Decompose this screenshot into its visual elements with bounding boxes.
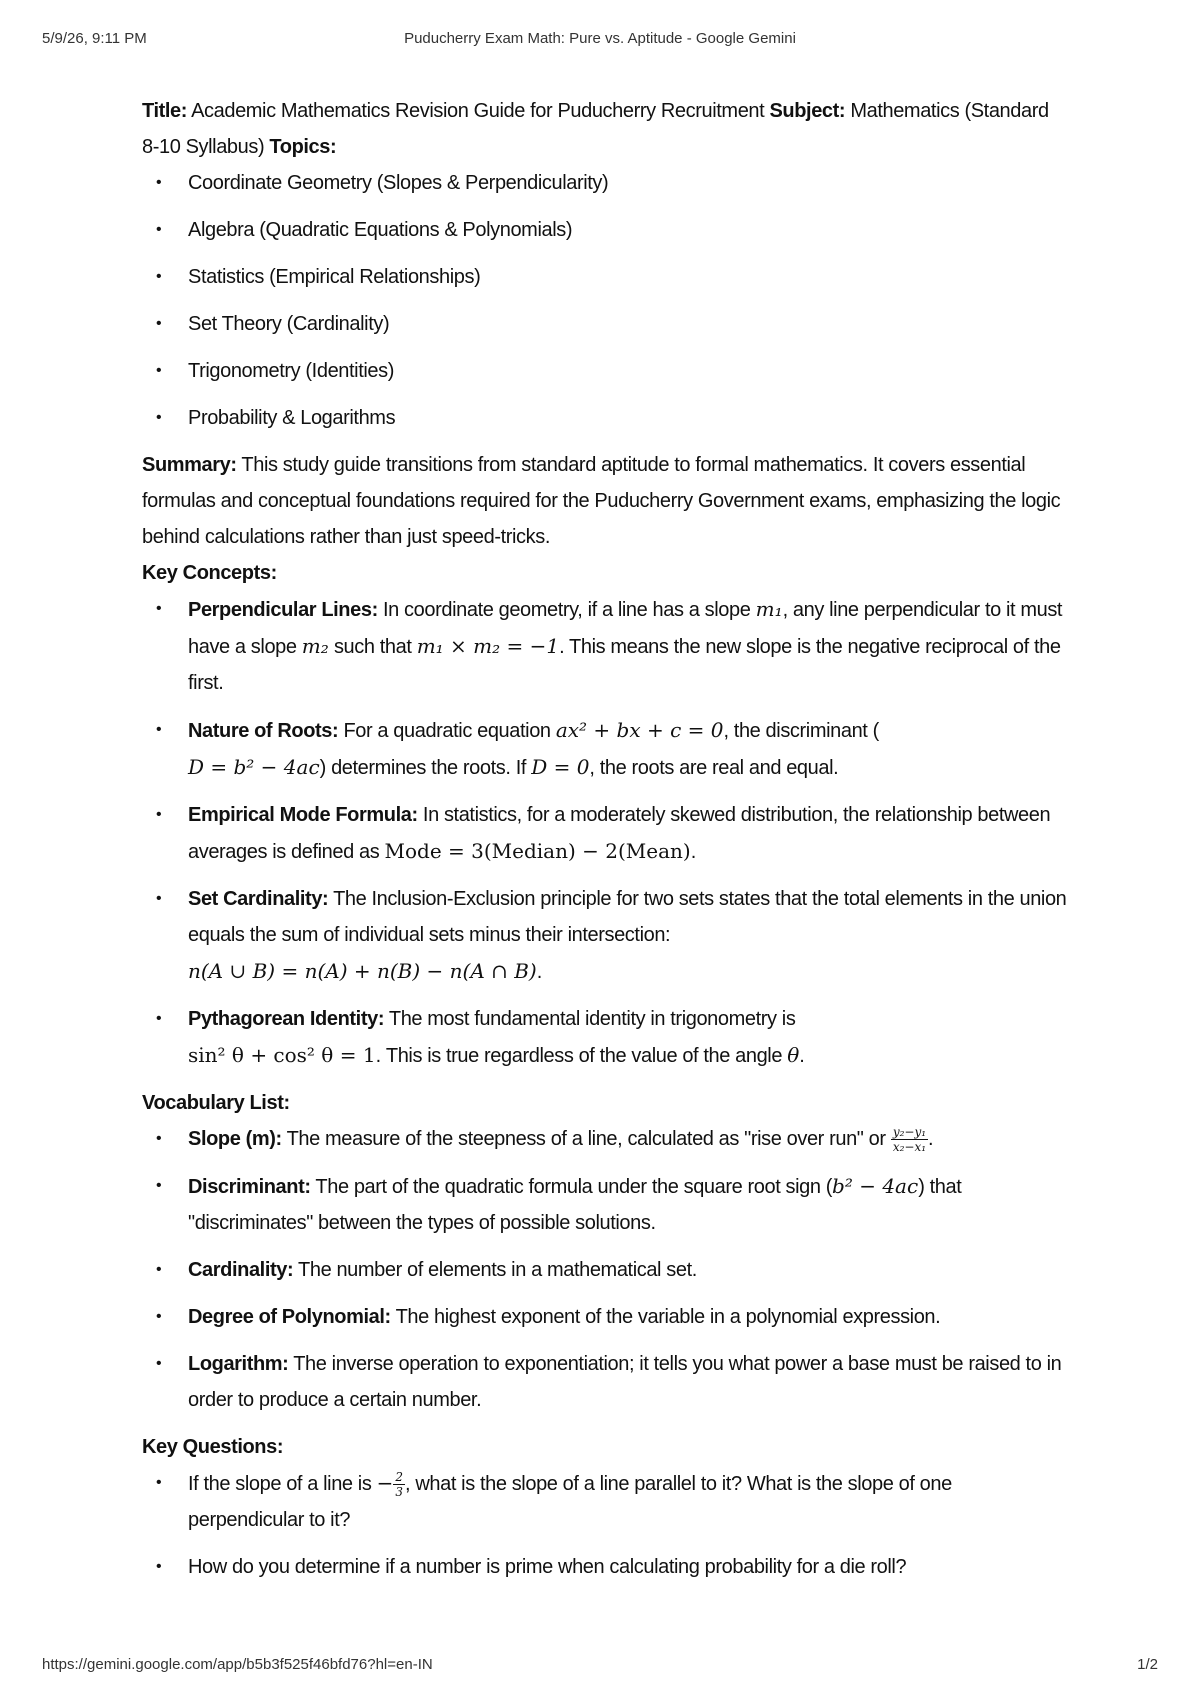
bullet-icon: • [156,221,162,238]
bullet-icon: • [156,268,162,285]
bullet-icon: • [156,1308,162,1325]
list-item: • Nature of Roots: For a quadratic equation ax² + bx + c = 0, the discriminant ( D = b² − 4ac) determines the roots. If D = 0, the roots are real and equal. [142,712,1067,786]
key-concepts-list [142,591,1067,1074]
slope-fraction: $\frac{\text{y₂−y₁}}{\text{x₂−x₁}}$ [892,1125,927,1155]
list-item: • Coordinate Geometry (Slopes & Perpendicularity) [142,165,1067,201]
list-item: • Pythagorean Identity: The most fundamental identity in trigonometry is sin² θ + cos² θ = 1. This is true regardless of the value of the angle θ. [142,1001,1067,1074]
list-item: • Discriminant: The part of the quadratic formula under the square root sign (b² − 4ac) that "discriminates" between the types of possible solutions. [142,1168,1067,1241]
bullet-icon: • [156,721,162,738]
list-item: • Empirical Mode Formula: In statistics, for a moderately skewed distribution, the relationship between averages is defined as Mode = 3(Median) − 2(Mean). [142,797,1067,870]
list-item: • Probability & Logarithms [142,400,1067,436]
bullet-icon: • [156,1474,162,1491]
bullet-icon: • [156,362,162,379]
summary-paragraph [142,447,1067,555]
topics-list [142,165,1067,436]
bullet-icon: • [156,1558,162,1575]
print-page-title: Puducherry Exam Math: Pure vs. Aptitude - Google Gemini [404,30,796,47]
topics-label: Topics: [269,136,337,158]
print-url: https://gemini.google.com/app/b5b3f525f46bfd76?hl=en-IN [42,1656,433,1673]
list-item: • Statistics (Empirical Relationships) [142,259,1067,295]
vocabulary-heading: Vocabulary List: [142,1092,290,1114]
bullet-icon: • [156,890,162,907]
slope-value-fraction: $\frac{2}{3}$ [395,1470,404,1500]
list-item: • Trigonometry (Identities) [142,353,1067,389]
bullet-icon: • [156,1355,162,1372]
title-text: Academic Mathematics Revision Guide for Puducherry Recruitment [191,100,765,122]
key-questions-heading: Key Questions: [142,1436,284,1458]
bullet-icon: • [156,1261,162,1278]
list-item: • Set Cardinality: The Inclusion-Exclusion principle for two sets states that the total elements in the union equals the sum of individual sets minus their intersection: n(A ∪ B) = n(A) + n(B) − n(A ∩ B). [142,881,1067,990]
bullet-icon: • [156,315,162,332]
list-item: • Logarithm: The inverse operation to exponentiation; it tells you what power a base must be raised to in order to produce a certain number. [142,1346,1067,1418]
print-datetime: 5/9/26, 9:11 PM [42,30,147,47]
bullet-icon: • [156,806,162,823]
bullet-icon: • [156,1010,162,1027]
list-item: • If the slope of a line is − $\frac{2}{3}$ , what is the slope of a line parallel to it? What is the slope of one perpendicular to it? [142,1465,1067,1538]
list-item: • Algebra (Quadratic Equations & Polynomials) [142,212,1067,248]
key-concepts-heading: Key Concepts: [142,562,277,584]
subject-label: Subject: [769,100,846,122]
bullet-icon: • [156,1177,162,1194]
list-item: • Slope (m): The measure of the steepness of a line, calculated as "rise over run" or $\frac{\text{y₂−y₁}}{\text{x₂−x₁}}$ . [142,1121,1067,1157]
bullet-icon: • [156,174,162,191]
subject-text: Mathematics (Standard 8-10 Syllabus) [142,100,1049,158]
document-content [142,93,1067,1596]
list-item: • Set Theory (Cardinality) [142,306,1067,342]
list-item: • Degree of Polynomial: The highest exponent of the variable in a polynomial expression. [142,1299,1067,1335]
vocabulary-list [142,1121,1067,1418]
list-item: • Perpendicular Lines: In coordinate geometry, if a line has a slope m₁, any line perpendicular to it must have a slope m₂ such that m₁ × m₂ = −1. This means the new slope is the negative reciprocal of the first. [142,591,1067,701]
bullet-icon: • [156,409,162,426]
key-questions-list [142,1465,1067,1585]
list-item: • How do you determine if a number is prime when calculating probability for a die roll? [142,1549,1067,1585]
summary-text: This study guide transitions from standard aptitude to formal mathematics. It covers essential formulas and conceptual foundations required for the Puducherry Government exams, emphasizing the logic behind calculations rather than just speed-tricks. [142,454,1061,548]
bullet-icon: • [156,1130,162,1147]
bullet-icon: • [156,600,162,617]
title-label: Title: [142,100,188,122]
print-page-number: 1/2 [1137,1656,1158,1673]
list-item: • Cardinality: The number of elements in a mathematical set. [142,1252,1067,1288]
summary-label: Summary: [142,454,237,476]
intro-paragraph [142,93,1067,165]
